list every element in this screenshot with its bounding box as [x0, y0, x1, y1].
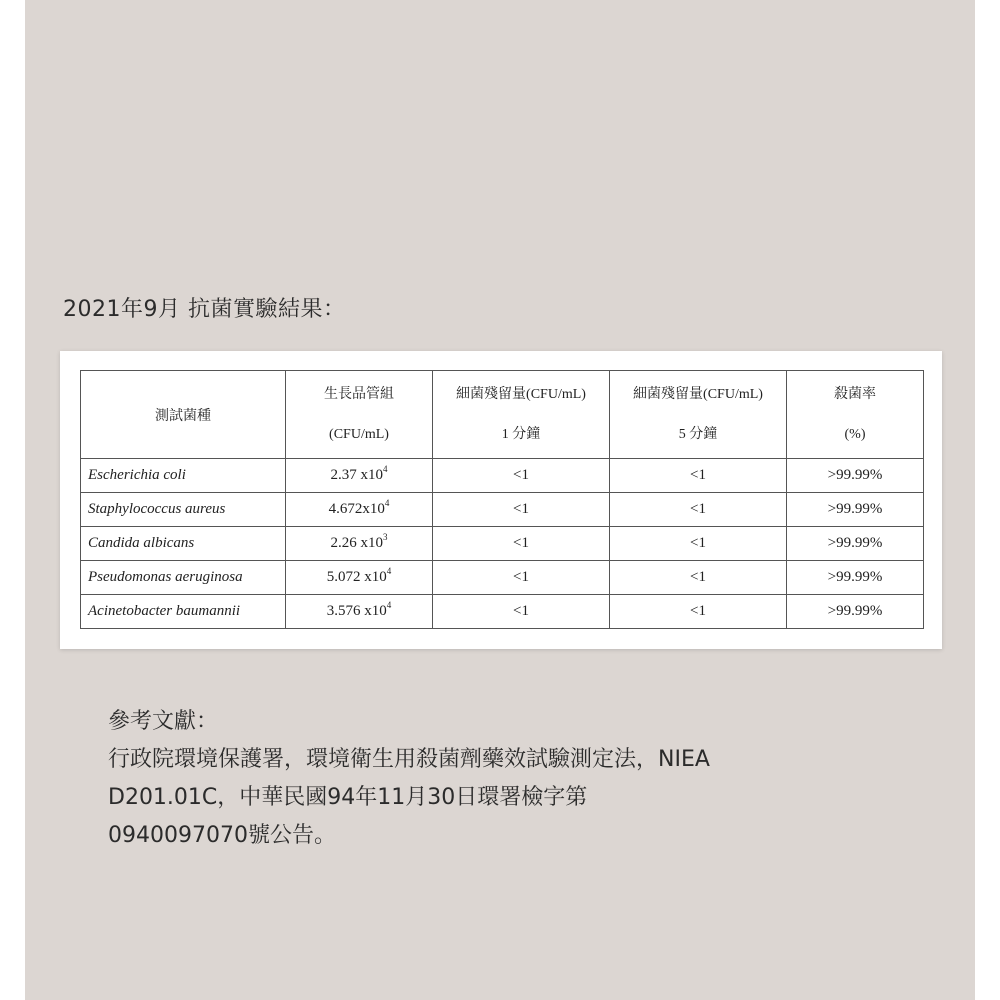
- header-growth-control-unit: (CFU/mL): [329, 426, 389, 442]
- growth-control-cell: [286, 493, 433, 527]
- kill-rate-cell: >99.99%: [787, 493, 924, 527]
- residual-1min-cell: <1: [433, 459, 610, 493]
- residual-5min-cell: <1: [610, 561, 787, 595]
- header-kill-rate-unit: (%): [844, 426, 866, 442]
- header-kill-rate: [787, 371, 924, 459]
- residual-1min-cell: <1: [433, 527, 610, 561]
- residual-1min-cell: <1: [433, 595, 610, 629]
- growth-control-base: 2.26 x10: [330, 535, 383, 551]
- header-growth-control: [286, 371, 433, 459]
- species-cell: Staphylococcus aureus: [81, 493, 286, 527]
- residual-5min-cell: <1: [610, 459, 787, 493]
- header-residual-5min-time: 5 分鐘: [678, 426, 718, 442]
- growth-control-base: 4.672x10: [328, 501, 385, 517]
- residual-5min-cell: <1: [610, 493, 787, 527]
- header-growth-control-label: 生長品管組: [324, 386, 394, 402]
- results-table: [80, 370, 924, 629]
- table-row: [81, 459, 924, 493]
- header-species-label: 測試菌種: [155, 408, 211, 424]
- growth-control-exponent: 4: [384, 498, 390, 508]
- table-row: [81, 561, 924, 595]
- residual-1min-cell: <1: [433, 493, 610, 527]
- growth-control-exponent: 4: [383, 464, 388, 474]
- table-row: [81, 493, 924, 527]
- residual-5min-cell: <1: [610, 595, 787, 629]
- growth-control-base: 5.072 x10: [326, 569, 387, 585]
- growth-control-exponent: 4: [386, 600, 392, 610]
- header-residual-5min: [610, 371, 787, 459]
- growth-control-base: 2.37 x10: [330, 467, 383, 483]
- growth-control-exponent: 3: [383, 532, 388, 542]
- kill-rate-cell: >99.99%: [787, 561, 924, 595]
- species-cell: Pseudomonas aeruginosa: [81, 561, 286, 595]
- kill-rate-cell: >99.99%: [787, 527, 924, 561]
- growth-control-cell: [286, 595, 433, 629]
- header-kill-rate-label: 殺菌率: [834, 386, 876, 402]
- residual-1min-cell: <1: [433, 561, 610, 595]
- header-residual-1min-label: 細菌殘留量(CFU/mL): [456, 386, 586, 402]
- table-row: [81, 595, 924, 629]
- reference-line: D201.01C，中華民國94年11月30日環署檢字第: [108, 785, 588, 810]
- table-header-row: [81, 371, 924, 459]
- references-title: 參考文獻：: [108, 709, 219, 734]
- species-cell: Escherichia coli: [81, 459, 286, 493]
- reference-line: 行政院環境保護署，環境衛生用殺菌劑藥效試驗測定法，NIEA: [108, 747, 710, 772]
- reference-line: 0940097070號公告。: [108, 823, 336, 848]
- header-residual-5min-label: 細菌殘留量(CFU/mL): [633, 386, 763, 402]
- references-section: [108, 703, 710, 855]
- page-heading: 2021年9月 抗菌實驗結果：: [63, 297, 346, 322]
- growth-control-cell: [286, 561, 433, 595]
- header-residual-1min: [433, 371, 610, 459]
- header-species: [81, 371, 286, 459]
- growth-control-cell: [286, 527, 433, 561]
- growth-control-exponent: 4: [386, 566, 392, 576]
- residual-5min-cell: <1: [610, 527, 787, 561]
- table-row: [81, 527, 924, 561]
- kill-rate-cell: >99.99%: [787, 459, 924, 493]
- growth-control-base: 3.576 x10: [326, 603, 387, 619]
- header-residual-1min-time: 1 分鐘: [501, 426, 541, 442]
- species-cell: Acinetobacter baumannii: [81, 595, 286, 629]
- growth-control-cell: [286, 459, 433, 493]
- kill-rate-cell: >99.99%: [787, 595, 924, 629]
- species-cell: Candida albicans: [81, 527, 286, 561]
- results-table-image: [60, 351, 942, 649]
